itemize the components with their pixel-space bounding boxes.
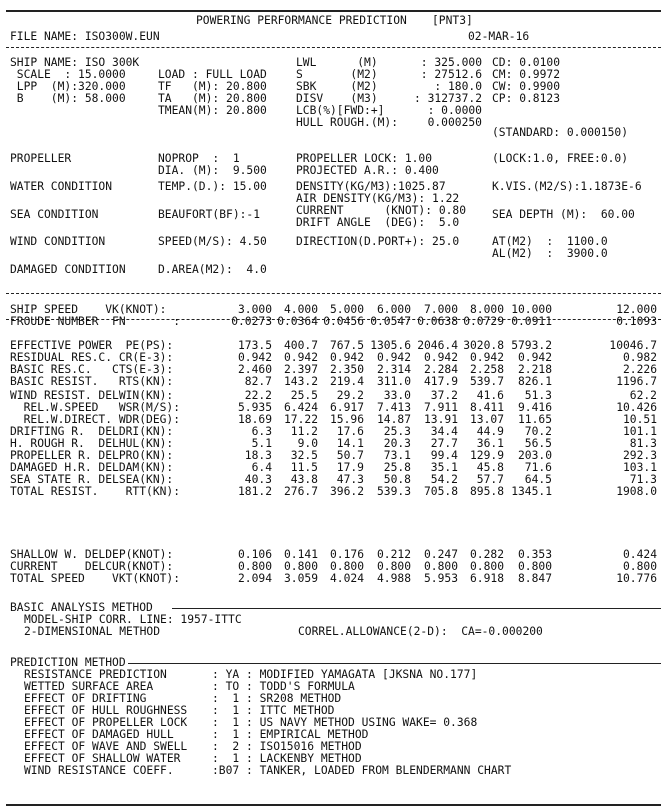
method-desc: : TODD'S FORMULA — [246, 680, 355, 693]
cell-value: 219.4 — [329, 375, 364, 388]
method-desc: : SR208 METHOD — [246, 692, 342, 705]
draft-mean: TMEAN(M): 20.800 — [158, 104, 267, 117]
row-label: SHALLOW W. DELDEP(KNOT): — [10, 548, 174, 561]
method-desc: : TANKER, LOADED FROM BLENDERMANN CHART — [246, 764, 512, 777]
report-date: 02-MAR-16 — [468, 30, 530, 43]
method-code: : 1 — [212, 728, 240, 741]
cell-value: 0.0729 — [463, 315, 504, 328]
cell-value: 5.000 — [329, 303, 364, 316]
cell-value: 6.918 — [469, 572, 504, 585]
cell-value: 5.935 — [237, 401, 272, 414]
cell-value: 17.22 — [283, 413, 318, 426]
cell-value: 10.776 — [616, 572, 657, 585]
cell-value: 27.7 — [430, 437, 458, 450]
report-title: POWERING PERFORMANCE PREDICTION — [196, 14, 407, 27]
cell-value: 36.1 — [476, 437, 504, 450]
damaged-area: D.AREA(M2): 4.0 — [158, 263, 267, 276]
cell-value: 0.247 — [423, 548, 458, 561]
cell-value: 2.350 — [329, 363, 364, 376]
cell-value: 10.426 — [616, 401, 657, 414]
propeller-lock: PROPELLER LOCK: 1.00 — [296, 152, 433, 165]
cell-value: 0.0273 — [231, 315, 272, 328]
cell-value: 12.000 — [616, 303, 657, 316]
method-code: : YA — [212, 668, 240, 681]
method-item: EFFECT OF HULL ROUGHNESS — [24, 704, 188, 717]
analysis-title-dash — [172, 608, 661, 609]
cell-value: 3.000 — [237, 303, 272, 316]
cell-value: 9.0 — [297, 437, 318, 450]
cell-value: 13.07 — [469, 413, 504, 426]
current: CURRENT (KNOT): 0.80 — [296, 204, 467, 217]
cell-value: 396.2 — [329, 485, 364, 498]
cell-value: 276.7 — [283, 485, 318, 498]
cell-value: 0.800 — [469, 560, 504, 573]
cell-value: 7.911 — [423, 401, 458, 414]
cell-value: 5.953 — [423, 572, 458, 585]
cell-value: 101.1 — [622, 425, 657, 438]
rule-before-table — [6, 293, 661, 294]
row-label: H. ROUGH R. DELHUL(KN): — [10, 437, 174, 450]
geometry-label: S (M2) — [296, 68, 378, 81]
cell-value: 3020.8 — [463, 339, 504, 352]
method-item: EFFECT OF DAMAGED HULL — [24, 728, 174, 741]
cell-value: 0.0638 — [417, 315, 458, 328]
cell-value: 51.3 — [524, 389, 552, 402]
geometry-label: SBK (M2) — [296, 80, 378, 93]
cell-value: 1305.6 — [370, 339, 411, 352]
cell-value: 0.0547 — [370, 315, 411, 328]
cell-value: 0.0364 — [277, 315, 318, 328]
cell-value: 56.5 — [524, 437, 552, 450]
cell-value: 4.000 — [283, 303, 318, 316]
method-code: : 2 — [212, 740, 240, 753]
bottom-rule — [6, 804, 661, 806]
corr-line: MODEL-SHIP CORR. LINE: 1957-ITTC — [24, 613, 242, 626]
cell-value: 311.0 — [376, 375, 411, 388]
cell-value: 0.800 — [329, 560, 364, 573]
row-label: TOTAL SPEED VKT(KNOT): — [10, 572, 181, 585]
cell-value: 292.3 — [622, 449, 657, 462]
correlation-allowance: CORREL.ALLOWANCE(2-D): CA=-0.000200 — [298, 625, 543, 638]
cell-value: 0.942 — [517, 351, 552, 364]
geometry-label: LCB(%)[FWD:+] — [296, 104, 385, 117]
rule-after-header — [6, 47, 661, 48]
cell-value: 0.942 — [237, 351, 272, 364]
cell-value: 0.141 — [283, 548, 318, 561]
cell-value: 14.1 — [336, 437, 364, 450]
cell-value: 181.2 — [237, 485, 272, 498]
method-item: EFFECT OF SHALLOW WATER — [24, 752, 181, 765]
row-label: EFFECTIVE POWER PE(PS): — [10, 339, 174, 352]
cell-value: 18.69 — [237, 413, 272, 426]
cell-value: 6.3 — [251, 425, 272, 438]
cell-value: 43.8 — [290, 473, 318, 486]
draft-fwd: TF (M): 20.800 — [158, 80, 267, 93]
cell-value: 47.3 — [336, 473, 364, 486]
cell-value: 143.2 — [283, 375, 318, 388]
kinematic-viscosity: K.VIS.(M2/S):1.1873E-6 — [492, 180, 642, 193]
propeller-dia: DIA. (M): 9.500 — [158, 164, 267, 177]
geometry-value: : 0.0000 — [427, 104, 482, 117]
area-lateral: AL(M2) : 3900.0 — [492, 247, 608, 260]
cell-value: 417.9 — [423, 375, 458, 388]
method-item: WIND RESISTANCE COEFF. — [24, 764, 174, 777]
cell-value: 1908.0 — [616, 485, 657, 498]
cell-value: 7.000 — [423, 303, 458, 316]
cell-value: 2.460 — [237, 363, 272, 376]
cell-value: 0.800 — [423, 560, 458, 573]
row-label: DRIFTING R. DELDRI(KN): — [10, 425, 174, 438]
wind-label: WIND CONDITION — [10, 235, 106, 248]
geometry-value: : 180.0 — [434, 80, 482, 93]
cell-value: 71.6 — [524, 461, 552, 474]
cell-value: 0.942 — [329, 351, 364, 364]
propeller-label: PROPELLER — [10, 152, 72, 165]
cell-value: 0.176 — [329, 548, 364, 561]
cell-value: 8.847 — [517, 572, 552, 585]
cell-value: 0.800 — [283, 560, 318, 573]
cell-value: 14.87 — [376, 413, 411, 426]
cell-value: 0.800 — [237, 560, 272, 573]
cell-value: 6.424 — [283, 401, 318, 414]
method-code: : 1 — [212, 716, 240, 729]
ship-breadth: B (M): 58.000 — [10, 92, 126, 105]
method-desc: : ITTC METHOD — [246, 704, 335, 717]
row-label: SEA STATE R. DELSEA(KN): — [10, 473, 174, 486]
cell-value: 2.258 — [469, 363, 504, 376]
projected-ar: PROJECTED A.R.: 0.400 — [296, 164, 439, 177]
cell-value: 0.942 — [376, 351, 411, 364]
coefficient: CP: 0.8123 — [492, 92, 561, 105]
method-code: :B07 — [212, 764, 240, 777]
sea-label: SEA CONDITION — [10, 208, 99, 221]
roughness-standard: (STANDARD: 0.000150) — [492, 126, 629, 139]
cell-value: 0.282 — [469, 548, 504, 561]
ship-lpp: LPP (M):320.000 — [10, 80, 126, 93]
cell-value: 54.2 — [430, 473, 458, 486]
cell-value: 6.000 — [376, 303, 411, 316]
cell-value: 62.2 — [629, 389, 657, 402]
cell-value: 0.424 — [622, 548, 657, 561]
method-item: RESISTANCE PREDICTION — [24, 668, 167, 681]
row-label: PROPELLER R. DELPRO(KN): — [10, 449, 174, 462]
drift-angle: DRIFT ANGLE (DEG): 5.0 — [296, 216, 460, 229]
cell-value: 25.5 — [290, 389, 318, 402]
method-item: EFFECT OF WAVE AND SWELL — [24, 740, 188, 753]
cell-value: 22.2 — [244, 389, 272, 402]
nprop: NOPROP : 1 — [158, 152, 240, 165]
wind-direction: DIRECTION(D.PORT+): 25.0 — [296, 235, 460, 248]
method-code: : 1 — [212, 692, 240, 705]
cell-value: 0.212 — [376, 548, 411, 561]
cell-value: 10.51 — [622, 413, 657, 426]
method-desc: : MODIFIED YAMAGATA [JKSNA NO.177] — [246, 668, 478, 681]
cell-value: 41.6 — [476, 389, 504, 402]
cell-value: 895.8 — [469, 485, 504, 498]
cell-value: 0.106 — [237, 548, 272, 561]
wind-speed: SPEED(M/S): 4.50 — [158, 235, 267, 248]
sea-depth: SEA DEPTH (M): 60.00 — [492, 208, 635, 221]
cell-value: 99.4 — [430, 449, 458, 462]
cell-value: 10.000 — [511, 303, 552, 316]
cell-value: 203.0 — [517, 449, 552, 462]
geometry-value: : 27512.6 — [420, 68, 482, 81]
cell-value: 3.059 — [283, 572, 318, 585]
cell-value: 8.000 — [469, 303, 504, 316]
cell-value: 33.0 — [383, 389, 411, 402]
cell-value: 73.1 — [383, 449, 411, 462]
cell-value: 18.3 — [244, 449, 272, 462]
cell-value: 45.8 — [476, 461, 504, 474]
cell-value: 0.982 — [622, 351, 657, 364]
cell-value: 2.218 — [517, 363, 552, 376]
method-code: : 1 — [212, 752, 240, 765]
geometry-label: LWL (M) — [296, 56, 378, 69]
geometry-value: : 325.000 — [420, 56, 482, 69]
row-label: BASIC RES.C. CTS(E-3): — [10, 363, 174, 376]
ship-name: SHIP NAME: ISO 300K — [10, 56, 140, 69]
cell-value: 0.942 — [283, 351, 318, 364]
cell-value: 103.1 — [622, 461, 657, 474]
cell-value: 4.988 — [376, 572, 411, 585]
area-transverse: AT(M2) : 1100.0 — [492, 235, 608, 248]
cell-value: 6.917 — [329, 401, 364, 414]
water-temp: TEMP.(D.): 15.00 — [158, 180, 267, 193]
cell-value: 5793.2 — [511, 339, 552, 352]
cell-value: 34.4 — [430, 425, 458, 438]
row-label: CURRENT DELCUR(KNOT): — [10, 560, 174, 573]
cell-value: 64.5 — [524, 473, 552, 486]
row-label: TOTAL RESIST. RTT(KN): — [10, 485, 181, 498]
top-rule — [6, 10, 661, 12]
cell-value: 15.96 — [329, 413, 364, 426]
cell-value: 50.7 — [336, 449, 364, 462]
cell-value: 25.3 — [383, 425, 411, 438]
cell-value: 81.3 — [629, 437, 657, 450]
cell-value: 2.284 — [423, 363, 458, 376]
cell-value: 17.6 — [336, 425, 364, 438]
cell-value: 539.7 — [469, 375, 504, 388]
cell-value: 13.91 — [423, 413, 458, 426]
cell-value: 70.2 — [524, 425, 552, 438]
cell-value: 25.8 — [383, 461, 411, 474]
cell-value: 4.024 — [329, 572, 364, 585]
cell-value: 1345.1 — [511, 485, 552, 498]
damaged-label: DAMAGED CONDITION — [10, 263, 126, 276]
cell-value: 173.5 — [237, 339, 272, 352]
cell-value: 5.1 — [251, 437, 272, 450]
cell-value: 8.411 — [469, 401, 504, 414]
cell-value: 9.416 — [517, 401, 552, 414]
row-label: SHIP SPEED VK(KNOT): — [10, 303, 167, 316]
cell-value: 2.397 — [283, 363, 318, 376]
cell-value: 50.8 — [383, 473, 411, 486]
cell-value: 17.9 — [336, 461, 364, 474]
cell-value: 2046.4 — [417, 339, 458, 352]
method-code: : TO — [212, 680, 240, 693]
cell-value: 0.1093 — [616, 315, 657, 328]
prediction-title-dash — [128, 663, 661, 664]
cell-value: 767.5 — [329, 339, 364, 352]
cell-value: 35.1 — [430, 461, 458, 474]
method-desc: : ISO15016 METHOD — [246, 740, 362, 753]
water-density: DENSITY(KG/M3):1025.87 — [296, 180, 446, 193]
row-label: BASIC RESIST. RTS(KN): — [10, 375, 174, 388]
analysis-title: BASIC ANALYSIS METHOD — [10, 601, 153, 614]
method-item: WETTED SURFACE AREA — [24, 680, 154, 693]
cell-value: 11.5 — [290, 461, 318, 474]
lock-free-note: (LOCK:1.0, FREE:0.0) — [492, 152, 629, 165]
cell-value: 0.0456 — [323, 315, 364, 328]
cell-value: 0.800 — [376, 560, 411, 573]
cell-value: 539.3 — [376, 485, 411, 498]
cell-value: 29.2 — [336, 389, 364, 402]
cell-value: 7.413 — [376, 401, 411, 414]
cell-value: 20.3 — [383, 437, 411, 450]
air-density: AIR DENSITY(KG/M3): 1.22 — [296, 192, 460, 205]
cell-value: 57.7 — [476, 473, 504, 486]
cell-value: 129.9 — [469, 449, 504, 462]
prediction-title: PREDICTION METHOD — [10, 656, 126, 669]
cell-value: 82.7 — [244, 375, 272, 388]
cell-value: 1196.7 — [616, 375, 657, 388]
geometry-value: : 312737.2 — [413, 92, 482, 105]
method-code: : 1 — [212, 704, 240, 717]
cell-value: 11.2 — [290, 425, 318, 438]
cell-value: 400.7 — [283, 339, 318, 352]
coefficient: CW: 0.9900 — [492, 80, 561, 93]
coefficient: CM: 0.9972 — [492, 68, 561, 81]
geometry-label: DISV (M3) — [296, 92, 378, 105]
water-label: WATER CONDITION — [10, 180, 113, 193]
cell-value: 0.942 — [423, 351, 458, 364]
method-item: EFFECT OF DRIFTING — [24, 692, 147, 705]
geometry-label: HULL ROUGH.(M): — [296, 116, 399, 129]
row-label: RESIDUAL RES.C. CR(E-3): — [10, 351, 174, 364]
geometry-value: 0.000250 — [427, 116, 482, 129]
cell-value: 40.3 — [244, 473, 272, 486]
ship-scale: SCALE : 15.0000 — [10, 68, 126, 81]
cell-value: 826.1 — [517, 375, 552, 388]
draft-aft: TA (M): 20.800 — [158, 92, 267, 105]
cell-value: 10046.7 — [609, 339, 657, 352]
method-desc: : US NAVY METHOD USING WAKE= 0.368 — [246, 716, 478, 729]
cell-value: 0.942 — [469, 351, 504, 364]
cell-value: 2.094 — [237, 572, 272, 585]
cell-value: 37.2 — [430, 389, 458, 402]
cell-value: 71.3 — [629, 473, 657, 486]
method-desc: : EMPIRICAL METHOD — [246, 728, 369, 741]
dimensional-method: 2-DIMENSIONAL METHOD — [24, 625, 161, 638]
file-name: FILE NAME: ISO300W.EUN — [10, 30, 160, 43]
cell-value: 2.226 — [622, 363, 657, 376]
beaufort: BEAUFORT(BF):-1 — [158, 208, 261, 221]
cell-value: 6.4 — [251, 461, 272, 474]
coefficient: CD: 0.0100 — [492, 56, 561, 69]
cell-value: 32.5 — [290, 449, 318, 462]
method-item: EFFECT OF PROPELLER LOCK — [24, 716, 188, 729]
load-condition: LOAD : FULL LOAD — [158, 68, 267, 81]
row-label: REL.W.DIRECT. WDR(DEG): — [10, 413, 181, 426]
cell-value: 0.800 — [517, 560, 552, 573]
cell-value: 2.314 — [376, 363, 411, 376]
row-label: FROUDE NUMBER FN : — [10, 315, 181, 328]
row-label: WIND RESIST. DELWIN(KN): — [10, 389, 174, 402]
cell-value: 0.800 — [622, 560, 657, 573]
report-code: [PNT3] — [432, 14, 473, 27]
cell-value: 44.9 — [476, 425, 504, 438]
method-desc: : LACKENBY METHOD — [246, 752, 362, 765]
row-label: REL.W.SPEED WSR(M/S): — [10, 401, 181, 414]
cell-value: 0.353 — [517, 548, 552, 561]
cell-value: 11.65 — [517, 413, 552, 426]
row-label: DAMAGED H.R. DELDAM(KN): — [10, 461, 174, 474]
cell-value: 0.0911 — [511, 315, 552, 328]
cell-value: 705.8 — [423, 485, 458, 498]
